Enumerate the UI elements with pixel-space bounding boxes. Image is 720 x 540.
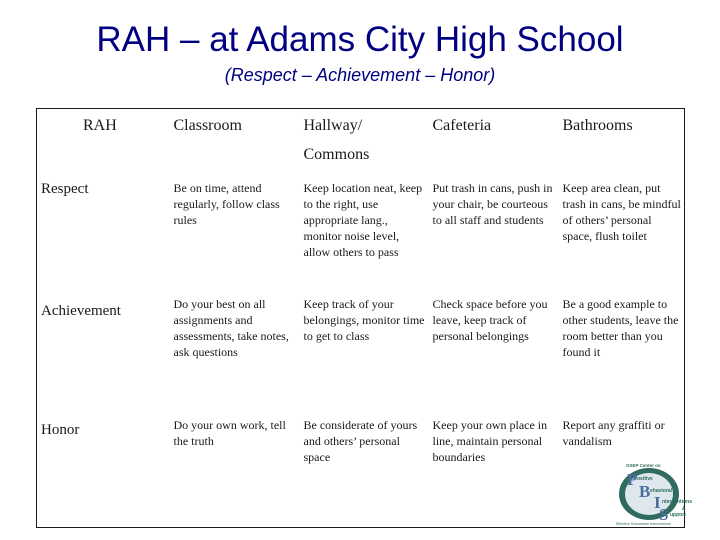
header-classroom: Classroom <box>173 117 242 134</box>
cell-achievement-hallway: Keep track of your belongings, monitor time to get to class <box>303 297 425 343</box>
cell-honor-classroom: Do your own work, tell the truth <box>173 418 286 448</box>
row-label-honor: Honor <box>41 422 80 438</box>
table-row-honor <box>37 414 685 528</box>
cell-achievement-classroom: Do your best on all assignments and assessments, take notes, ask questions <box>173 297 289 359</box>
logo-word-upport: upport <box>670 512 686 518</box>
logo-top-text: OSEP Center on <box>626 463 661 468</box>
table-header-row <box>37 109 685 176</box>
logo-word-ositive: ositive <box>637 476 653 482</box>
logo-letter-p: P <box>627 470 638 489</box>
logo-letter-b: B <box>639 482 651 501</box>
logo-letter-s: S <box>659 505 669 524</box>
cell-respect-cafeteria: Put trash in cans, push in your chair, be courteous to all staff and students <box>432 181 553 227</box>
header-hallway-commons: Hallway/ Commons <box>303 117 370 163</box>
header-bathrooms: Bathrooms <box>562 117 633 134</box>
page-title: RAH – at Adams City High School <box>96 20 624 59</box>
cell-respect-hallway: Keep location neat, keep to the right, use appropriate lang., monitor noise level, allow others to pass <box>303 181 423 259</box>
header-cafeteria: Cafeteria <box>432 117 492 134</box>
table-row-achievement <box>37 292 685 414</box>
logo-bottom-text: Effective Schoolwide Interventions <box>616 522 671 526</box>
logo-word-ehavioral: ehavioral <box>650 488 672 494</box>
header-rah: RAH <box>83 117 117 134</box>
logo-word-ampersand: & <box>682 506 686 512</box>
cell-honor-hallway: Be considerate of yours and others’ personal space <box>303 418 418 464</box>
cell-achievement-bathrooms: Be a good example to other students, leave the room better than you found it <box>562 297 679 359</box>
logo-letter-i: I <box>654 493 661 512</box>
rah-matrix-table <box>36 108 685 528</box>
cell-respect-bathrooms: Keep area clean, put trash in cans, be mindful of others’ personal space, flush toilet <box>562 181 681 243</box>
row-label-achievement: Achievement <box>41 303 121 319</box>
logo-word-nterventions: nterventions <box>662 499 693 505</box>
cell-honor-cafeteria: Keep your own place in line, maintain personal boundaries <box>432 418 548 464</box>
cell-respect-classroom: Be on time, attend regularly, follow class rules <box>173 181 280 227</box>
pbis-logo <box>604 462 714 526</box>
table-row-respect <box>37 175 685 292</box>
cell-honor-bathrooms: Report any graffiti or vandalism <box>562 418 665 448</box>
page-subtitle: (Respect – Achievement – Honor) <box>224 65 496 85</box>
row-label-respect: Respect <box>41 181 89 197</box>
cell-achievement-cafeteria: Check space before you leave, keep track of personal belongings <box>432 297 548 343</box>
